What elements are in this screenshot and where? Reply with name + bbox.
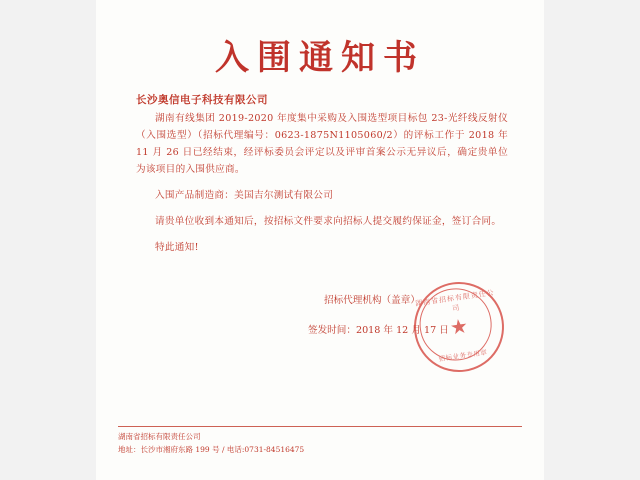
document-page [96, 0, 544, 480]
seal-bottom-text: 招标业务专用章 [438, 348, 488, 364]
seal-top-text: 湖南省招标有限责任公司 [414, 288, 496, 313]
body-paragraph-1: 湖南有线集团 2019-2020 年度集中采购及入围选型项目标包 23-光纤线反射仪（入围选型）（招标代理编号：0623-1875N1105060/2）的评标工作于 2018 年 11 月 26 日已经结束，经评标委员会评定以及评审首案公示无异议后，确定贵单位为该项目的入围供应商。 [136, 113, 508, 175]
footer-company: 湖南省招标有限责任公司 [118, 432, 201, 441]
letterbox-right [544, 0, 640, 480]
letterbox-left [0, 0, 96, 480]
issue-date-label: 签发时间： [308, 325, 356, 336]
addressee-line: 长沙奥信电子科技有限公司 [136, 94, 268, 106]
seal-star-icon: ★ [448, 313, 470, 340]
signing-agency: 招标代理机构（盖章） [324, 295, 420, 306]
footer-address: 地址：长沙市湘府东路 199 号 / 电话:0731-84516475 [118, 445, 305, 454]
body-paragraph-4: 特此通知! [155, 242, 199, 253]
footer-divider [118, 426, 522, 427]
body-paragraph-3: 请贵单位收到本通知后，按招标文件要求向招标人提交履约保证金，签订合同。 [155, 216, 502, 227]
issue-date-value: 2018 年 12 月 17 日 [355, 325, 449, 336]
document-footer [118, 426, 522, 456]
document-body [136, 110, 508, 259]
body-paragraph-2: 入围产品制造商：美国吉尔测试有限公司 [155, 190, 334, 201]
document-title: 入围通知书 [215, 38, 425, 78]
